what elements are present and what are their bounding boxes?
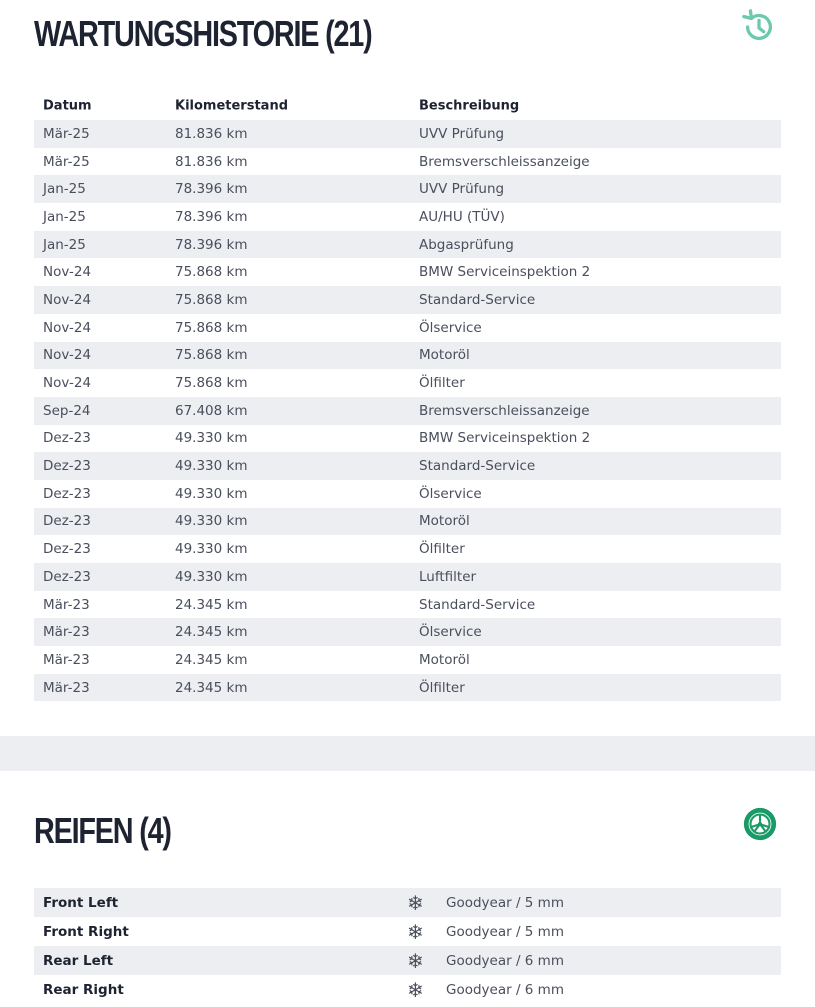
row-date: Mär-23 [43, 624, 90, 641]
row-mileage: 24.345 km [175, 624, 248, 641]
table-row [34, 175, 781, 203]
tire-position: Front Left [43, 894, 119, 911]
table-row [34, 120, 781, 148]
row-description: Ölservice [419, 485, 482, 502]
row-date: Nov-24 [43, 375, 92, 392]
row-date: Dez-23 [43, 513, 91, 530]
table-row [34, 203, 781, 231]
row-description: Standard-Service [419, 291, 536, 308]
tire-position: Front Right [43, 923, 129, 940]
table-row [34, 425, 781, 453]
tire-icon [741, 805, 779, 843]
row-date: Nov-24 [43, 319, 92, 336]
row-description: Ölfilter [419, 541, 465, 558]
row-description: BMW Serviceinspektion 2 [419, 264, 591, 281]
row-mileage: 24.345 km [175, 596, 248, 613]
table-row [34, 397, 781, 425]
table-row [34, 231, 781, 259]
snowflake-icon: ❄ [407, 948, 424, 973]
tire-row [34, 917, 781, 946]
table-row [34, 286, 781, 314]
tires-table [34, 888, 781, 1004]
table-row [34, 591, 781, 619]
row-date: Nov-24 [43, 347, 92, 364]
row-description: AU/HU (TÜV) [419, 208, 505, 225]
row-date: Mär-23 [43, 651, 90, 668]
row-mileage: 75.868 km [175, 347, 248, 364]
row-date: Nov-24 [43, 264, 92, 281]
row-description: Standard-Service [419, 596, 536, 613]
tire-info: Goodyear / 6 mm [446, 952, 564, 969]
row-description: Standard-Service [419, 458, 536, 475]
history-title: WARTUNGSHISTORIE (21) [34, 13, 372, 54]
history-icon [740, 8, 778, 46]
table-row [34, 480, 781, 508]
row-description: UVV Prüfung [419, 125, 505, 142]
row-mileage: 78.396 km [175, 208, 248, 225]
tires-title: REIFEN (4) [34, 810, 171, 851]
column-header-mileage: Kilometerstand [175, 98, 289, 114]
column-header-date: Datum [43, 98, 92, 114]
row-mileage: 67.408 km [175, 402, 248, 419]
row-date: Jan-25 [43, 208, 86, 225]
row-date: Sep-24 [43, 402, 91, 419]
row-date: Jan-25 [43, 236, 86, 253]
section-separator [0, 736, 815, 771]
row-description: Ölfilter [419, 679, 465, 696]
row-description: Abgasprüfung [419, 236, 514, 253]
row-date: Mär-23 [43, 679, 90, 696]
row-date: Mär-25 [43, 153, 90, 170]
snowflake-icon: ❄ [407, 890, 424, 915]
row-mileage: 49.330 km [175, 513, 248, 530]
table-row [34, 452, 781, 480]
table-row [34, 535, 781, 563]
column-header-description: Beschreibung [419, 98, 520, 114]
table-row [34, 563, 781, 591]
row-description: Ölservice [419, 624, 482, 641]
table-row [34, 618, 781, 646]
row-description: Motoröl [419, 651, 470, 668]
row-mileage: 75.868 km [175, 291, 248, 308]
row-mileage: 49.330 km [175, 458, 248, 475]
row-mileage: 75.868 km [175, 375, 248, 392]
tire-info: Goodyear / 5 mm [446, 894, 564, 911]
snowflake-icon: ❄ [407, 919, 424, 944]
row-date: Dez-23 [43, 430, 91, 447]
row-mileage: 78.396 km [175, 236, 248, 253]
row-mileage: 24.345 km [175, 679, 248, 696]
row-mileage: 24.345 km [175, 651, 248, 668]
tire-row [34, 946, 781, 975]
tire-row [34, 888, 781, 917]
tire-row [34, 975, 781, 1004]
row-mileage: 49.330 km [175, 568, 248, 585]
row-mileage: 81.836 km [175, 125, 248, 142]
tire-position: Rear Left [43, 952, 114, 969]
row-date: Dez-23 [43, 485, 91, 502]
row-description: Ölfilter [419, 375, 465, 392]
row-description: Bremsverschleissanzeige [419, 402, 590, 419]
row-description: Ölservice [419, 319, 482, 336]
table-row [34, 342, 781, 370]
row-date: Dez-23 [43, 568, 91, 585]
table-row [34, 258, 781, 286]
row-date: Dez-23 [43, 458, 91, 475]
table-row [34, 314, 781, 342]
row-mileage: 81.836 km [175, 153, 248, 170]
row-description: BMW Serviceinspektion 2 [419, 430, 591, 447]
row-description: Motoröl [419, 347, 470, 364]
tire-position: Rear Right [43, 981, 124, 998]
history-table [34, 92, 781, 701]
row-mileage: 75.868 km [175, 264, 248, 281]
row-mileage: 75.868 km [175, 319, 248, 336]
row-date: Mär-23 [43, 596, 90, 613]
row-mileage: 49.330 km [175, 430, 248, 447]
row-mileage: 49.330 km [175, 541, 248, 558]
tire-info: Goodyear / 6 mm [446, 981, 564, 998]
row-mileage: 78.396 km [175, 181, 248, 198]
row-date: Nov-24 [43, 291, 92, 308]
row-date: Mär-25 [43, 125, 90, 142]
row-date: Dez-23 [43, 541, 91, 558]
table-row [34, 369, 781, 397]
table-row [34, 646, 781, 674]
row-description: Bremsverschleissanzeige [419, 153, 590, 170]
table-row [34, 508, 781, 536]
row-description: Motoröl [419, 513, 470, 530]
history-table-header [34, 92, 781, 120]
snowflake-icon: ❄ [407, 977, 424, 1002]
table-row [34, 674, 781, 702]
tires-section [0, 771, 815, 1007]
row-date: Jan-25 [43, 181, 86, 198]
row-mileage: 49.330 km [175, 485, 248, 502]
table-row [34, 148, 781, 176]
row-description: UVV Prüfung [419, 181, 505, 198]
tire-info: Goodyear / 5 mm [446, 923, 564, 940]
row-description: Luftfilter [419, 568, 477, 585]
